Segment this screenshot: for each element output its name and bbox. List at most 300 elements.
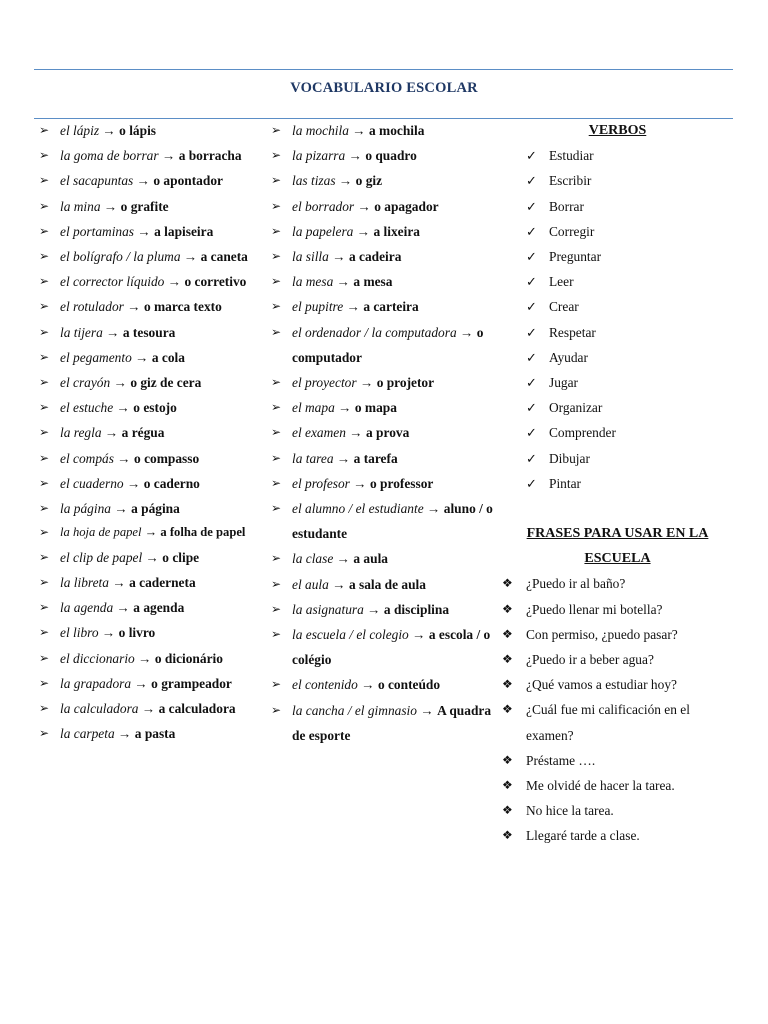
spanish-term: el examen: [292, 425, 346, 441]
spanish-term: el clip de papel: [60, 549, 143, 565]
phrase-text: ¿Puedo ir al baño?: [526, 576, 626, 592]
vocab-item: [266, 546, 502, 571]
arrow-icon: →: [144, 525, 158, 540]
portuguese-term: A quadra de esporte: [292, 702, 492, 743]
verb-item: [502, 269, 733, 294]
verb-item: [502, 244, 733, 269]
arrow-bullet-icon: ➢: [270, 425, 282, 440]
portuguese-term: a cadeira: [348, 249, 402, 265]
portuguese-term: a tesoura: [122, 324, 176, 340]
spanish-term: la tarea: [292, 450, 334, 466]
arrow-bullet-icon: ➢: [270, 223, 282, 238]
phrase-item: [502, 823, 733, 848]
verb-item: [502, 370, 733, 395]
verb-label: Comprender: [549, 425, 616, 441]
portuguese-term: o giz de cera: [130, 375, 202, 391]
spanish-term: la tijera: [60, 324, 103, 340]
arrow-icon: →: [116, 400, 130, 416]
check-bullet-icon: ✓: [526, 223, 537, 239]
check-bullet-icon: ✓: [526, 375, 537, 391]
arrow-icon: →: [460, 324, 474, 340]
spanish-term: el libro: [60, 625, 99, 641]
portuguese-term: a lixeira: [373, 223, 420, 239]
vocab-item: [34, 370, 266, 395]
vocab-item: [34, 620, 266, 645]
arrow-icon: →: [420, 702, 434, 718]
verb-label: Leer: [549, 274, 574, 290]
arrow-bullet-icon: ➢: [38, 549, 50, 564]
arrow-icon: →: [357, 198, 371, 214]
spanish-term: la calculadora: [60, 700, 139, 716]
arrow-bullet-icon: ➢: [38, 425, 50, 440]
vocab-item: [34, 471, 266, 496]
phrase-text: ¿Qué vamos a estudiar hoy?: [526, 677, 677, 693]
arrow-icon: →: [117, 450, 131, 466]
arrow-bullet-icon: ➢: [38, 249, 50, 264]
spanish-term: el rotulador: [60, 299, 124, 315]
arrow-bullet-icon: ➢: [38, 173, 50, 188]
portuguese-term: o caderno: [143, 475, 200, 491]
spanish-term: el cuaderno: [60, 475, 124, 491]
phrase-item: [502, 672, 733, 697]
spanish-term: el aula: [292, 576, 329, 592]
diamond-bullet-icon: ❖: [502, 702, 513, 717]
vocab-item: [34, 570, 266, 595]
portuguese-term: a prova: [366, 425, 410, 441]
diamond-bullet-icon: ❖: [502, 626, 513, 641]
check-bullet-icon: ✓: [526, 173, 537, 189]
arrow-bullet-icon: ➢: [38, 375, 50, 390]
verb-label: Preguntar: [549, 249, 602, 265]
arrow-bullet-icon: ➢: [270, 677, 282, 692]
check-bullet-icon: ✓: [526, 450, 537, 466]
spanish-term: la silla: [292, 249, 329, 265]
spanish-term: la asignatura: [292, 601, 364, 617]
vocab-item: [34, 595, 266, 620]
arrow-icon: →: [167, 274, 182, 290]
vocab-item: [266, 168, 502, 193]
portuguese-term: a tarefa: [353, 450, 398, 466]
vocab-item: [266, 597, 502, 622]
spanish-term: las tizas: [292, 173, 336, 189]
arrow-icon: →: [102, 123, 116, 138]
portuguese-term: a folha de papel: [160, 525, 246, 540]
verb-label: Respetar: [549, 324, 596, 340]
phrase-text: ¿Cuál fue mi calificación en el examen?: [526, 702, 690, 743]
portuguese-term: o grafite: [120, 198, 169, 214]
verb-label: Organizar: [549, 400, 603, 416]
portuguese-term: a borracha: [178, 148, 242, 164]
verb-label: Estudiar: [549, 148, 594, 164]
arrow-icon: →: [118, 726, 132, 742]
arrow-icon: →: [352, 123, 366, 138]
spanish-term: la libreta: [60, 574, 109, 590]
spanish-term: el alumno / el estudiante: [292, 501, 424, 517]
check-bullet-icon: ✓: [526, 324, 537, 340]
spanish-term: la pizarra: [292, 148, 346, 164]
verb-item: [502, 320, 733, 345]
portuguese-term: o livro: [118, 625, 156, 641]
spanish-term: el pegamento: [60, 349, 132, 365]
vocab-item: [34, 545, 266, 570]
spanish-term: el contenido: [292, 677, 358, 693]
verb-label: Corregir: [549, 223, 595, 239]
phrase-text: Préstame ….: [526, 752, 596, 768]
vocab-item: [34, 320, 266, 345]
arrow-bullet-icon: ➢: [270, 551, 282, 566]
vocab-item: [266, 244, 502, 269]
vocab-item: [266, 370, 502, 395]
verb-item: [502, 168, 733, 193]
arrow-bullet-icon: ➢: [270, 576, 282, 591]
verbs-list: [502, 143, 733, 496]
spanish-term: el pupitre: [292, 299, 344, 315]
spanish-term: el diccionario: [60, 650, 135, 666]
vocab-item: [34, 345, 266, 370]
vocab-item: [34, 294, 266, 319]
arrow-bullet-icon: ➢: [270, 375, 282, 390]
spanish-term: el crayón: [60, 375, 111, 391]
vocab-item: [34, 521, 266, 545]
phrase-text: ¿Puedo llenar mi botella?: [526, 601, 663, 617]
vocab-item: [34, 721, 266, 746]
arrow-bullet-icon: ➢: [270, 274, 282, 289]
top-rule: [34, 69, 733, 70]
vocab-item: [266, 471, 502, 496]
vocab-item: [34, 244, 266, 269]
verb-item: [502, 219, 733, 244]
spanish-term: la goma de borrar: [60, 148, 159, 164]
verbs-phrases-column: [502, 118, 733, 849]
arrow-icon: →: [183, 249, 198, 265]
arrow-icon: →: [412, 627, 426, 643]
check-bullet-icon: ✓: [526, 148, 537, 164]
arrow-icon: →: [113, 375, 127, 391]
portuguese-term: a sala de aula: [348, 576, 426, 592]
arrow-icon: →: [336, 274, 351, 290]
phrase-item: [502, 571, 733, 596]
spanish-term: la grapadora: [60, 675, 132, 691]
arrow-icon: →: [106, 324, 120, 340]
vocab-list-1: [34, 118, 266, 746]
portuguese-term: o giz: [355, 173, 383, 189]
arrow-icon: →: [356, 223, 371, 239]
vocab-item: [266, 320, 502, 370]
vocab-item: [34, 496, 266, 521]
portuguese-term: o compasso: [134, 450, 200, 466]
arrow-bullet-icon: ➢: [38, 625, 50, 640]
vocab-item: [266, 672, 502, 697]
portuguese-term: a pasta: [134, 726, 176, 742]
arrow-icon: →: [104, 425, 119, 441]
spanish-term: la papelera: [292, 223, 354, 239]
spanish-term: el lápiz: [60, 123, 100, 138]
portuguese-term: o grampeador: [151, 675, 232, 691]
portuguese-term: o computador: [292, 324, 484, 365]
diamond-bullet-icon: ❖: [502, 803, 513, 818]
portuguese-term: a lapiseira: [154, 223, 214, 239]
phrase-text: No hice la tarea.: [526, 803, 614, 819]
arrow-bullet-icon: ➢: [38, 400, 50, 415]
arrow-bullet-icon: ➢: [270, 299, 282, 314]
vocab-item: [266, 118, 502, 143]
vocab-item: [34, 646, 266, 671]
verb-label: Dibujar: [549, 450, 590, 466]
arrow-bullet-icon: ➢: [270, 173, 282, 188]
portuguese-term: a caneta: [200, 249, 248, 265]
arrow-bullet-icon: ➢: [270, 400, 282, 415]
vocab-item: [34, 219, 266, 244]
spanish-term: el mapa: [292, 400, 335, 416]
page-title: VOCABULARIO ESCOLAR: [290, 80, 478, 96]
check-bullet-icon: ✓: [526, 475, 537, 491]
check-bullet-icon: ✓: [526, 349, 537, 365]
arrow-bullet-icon: ➢: [38, 726, 50, 741]
arrow-icon: →: [353, 475, 367, 491]
phrases-heading: FRASES PARA USAR EN LA ESCUELA: [526, 526, 709, 567]
arrow-icon: →: [145, 549, 159, 565]
diamond-bullet-icon: ❖: [502, 752, 513, 767]
phrase-item: [502, 622, 733, 647]
arrow-bullet-icon: ➢: [38, 650, 50, 665]
spanish-term: el profesor: [292, 475, 350, 491]
check-bullet-icon: ✓: [526, 249, 537, 265]
arrow-icon: →: [359, 375, 374, 391]
arrow-bullet-icon: ➢: [270, 702, 282, 717]
arrow-bullet-icon: ➢: [38, 501, 50, 516]
portuguese-term: o mapa: [354, 400, 397, 416]
check-bullet-icon: ✓: [526, 299, 537, 315]
spanish-term: el borrador: [292, 198, 355, 214]
verb-item: [502, 420, 733, 445]
portuguese-term: o corretivo: [184, 274, 247, 290]
portuguese-term: a aula: [353, 551, 388, 567]
portuguese-term: a disciplina: [383, 601, 450, 617]
arrow-bullet-icon: ➢: [38, 475, 50, 490]
portuguese-term: a caderneta: [129, 574, 196, 590]
vocab-item: [266, 194, 502, 219]
portuguese-term: aluno / o estudante: [292, 501, 493, 542]
portuguese-term: o apontador: [153, 173, 223, 189]
spanish-term: el sacapuntas: [60, 173, 134, 189]
arrow-bullet-icon: ➢: [38, 450, 50, 465]
arrow-icon: →: [141, 700, 156, 716]
vocab-item: [266, 294, 502, 319]
vocab-item: [34, 696, 266, 721]
portuguese-term: a calculadora: [158, 700, 236, 716]
verbs-heading: VERBOS: [588, 123, 647, 138]
diamond-bullet-icon: ❖: [502, 778, 513, 793]
spanish-term: la regla: [60, 425, 102, 441]
verb-label: Ayudar: [549, 349, 588, 365]
verb-label: Borrar: [549, 198, 584, 214]
verb-item: [502, 194, 733, 219]
arrow-icon: →: [338, 400, 352, 416]
arrow-icon: →: [135, 349, 149, 365]
vocab-item: [266, 395, 502, 420]
portuguese-term: a mochila: [369, 123, 425, 138]
portuguese-term: a agenda: [133, 600, 185, 616]
phrase-item: [502, 773, 733, 798]
vocab-item: [266, 269, 502, 294]
portuguese-term: o lápis: [119, 123, 157, 138]
arrow-icon: →: [332, 576, 346, 592]
vocab-column-2: [266, 118, 502, 748]
diamond-bullet-icon: ❖: [502, 576, 513, 591]
vocab-item: [34, 671, 266, 696]
arrow-icon: →: [137, 223, 151, 239]
arrow-bullet-icon: ➢: [270, 123, 282, 137]
spanish-term: la carpeta: [60, 726, 115, 742]
phrase-item: [502, 597, 733, 622]
arrow-icon: →: [338, 173, 353, 189]
arrow-icon: →: [112, 574, 126, 590]
phrases-list: [502, 571, 733, 848]
arrow-bullet-icon: ➢: [38, 700, 50, 715]
arrow-icon: →: [349, 425, 363, 441]
portuguese-term: o conteúdo: [377, 677, 441, 693]
spanish-term: la agenda: [60, 600, 114, 616]
spanish-term: la hoja de papel: [60, 525, 142, 540]
arrow-icon: →: [126, 475, 141, 491]
spanish-term: la clase: [292, 551, 334, 567]
spanish-term: la cancha / el gimnasio: [292, 702, 417, 718]
phrase-text: ¿Puedo ir a beber agua?: [526, 652, 654, 668]
check-bullet-icon: ✓: [526, 274, 537, 290]
spanish-term: el corrector líquido: [60, 274, 165, 290]
check-bullet-icon: ✓: [526, 425, 537, 441]
portuguese-term: o marca texto: [143, 299, 222, 315]
vocab-item: [266, 622, 502, 672]
diamond-bullet-icon: ❖: [502, 601, 513, 616]
phrase-item: [502, 798, 733, 823]
verb-item: [502, 395, 733, 420]
arrow-bullet-icon: ➢: [270, 450, 282, 465]
verb-label: Crear: [549, 299, 579, 315]
check-bullet-icon: ✓: [526, 400, 537, 416]
vocab-item: [34, 143, 266, 168]
arrow-icon: →: [161, 148, 176, 164]
arrow-icon: →: [361, 677, 375, 693]
arrow-bullet-icon: ➢: [38, 525, 50, 540]
arrow-icon: →: [134, 675, 148, 691]
phrase-text: Me olvidé de hacer la tarea.: [526, 778, 675, 794]
spanish-term: el bolígrafo / la pluma: [60, 249, 181, 265]
arrow-bullet-icon: ➢: [270, 601, 282, 616]
arrow-icon: →: [336, 450, 351, 466]
verb-item: [502, 143, 733, 168]
arrow-bullet-icon: ➢: [38, 123, 50, 137]
check-bullet-icon: ✓: [526, 198, 537, 214]
spanish-term: la escuela / el colegio: [292, 627, 409, 643]
spanish-term: el compás: [60, 450, 114, 466]
vocab-item: [34, 118, 266, 143]
vocab-item: [266, 496, 502, 546]
arrow-icon: →: [336, 551, 351, 567]
vocab-item: [266, 572, 502, 597]
portuguese-term: a mesa: [353, 274, 393, 290]
portuguese-term: o projetor: [376, 375, 435, 391]
spanish-term: la mochila: [292, 123, 349, 138]
portuguese-term: o clipe: [162, 549, 200, 565]
spanish-term: el portaminas: [60, 223, 135, 239]
verb-label: Jugar: [549, 375, 579, 391]
arrow-icon: →: [346, 299, 360, 315]
phrase-item: [502, 697, 733, 747]
arrow-bullet-icon: ➢: [38, 198, 50, 213]
spanish-term: el estuche: [60, 400, 114, 416]
arrow-icon: →: [116, 600, 130, 616]
arrow-icon: →: [427, 501, 441, 517]
verb-label: Escribir: [549, 173, 592, 189]
spanish-term: la página: [60, 501, 111, 517]
vocab-item: [34, 446, 266, 471]
vocab-item: [266, 446, 502, 471]
spanish-term: la mesa: [292, 274, 334, 290]
vocab-column-1: [34, 118, 266, 746]
diamond-bullet-icon: ❖: [502, 677, 513, 692]
portuguese-term: a página: [131, 501, 180, 517]
portuguese-term: a carteira: [363, 299, 419, 315]
spanish-term: la mina: [60, 198, 101, 214]
arrow-bullet-icon: ➢: [38, 274, 50, 289]
vocab-list-2: [266, 118, 502, 748]
arrow-bullet-icon: ➢: [38, 148, 50, 163]
arrow-icon: →: [348, 148, 362, 164]
portuguese-term: a escola / o colégio: [292, 627, 491, 668]
vocab-item: [266, 698, 502, 748]
vocab-item: [34, 420, 266, 445]
vocab-item: [266, 143, 502, 168]
phrase-item: [502, 647, 733, 672]
arrow-icon: →: [114, 501, 128, 517]
arrow-bullet-icon: ➢: [270, 148, 282, 163]
arrow-bullet-icon: ➢: [38, 223, 50, 238]
arrow-bullet-icon: ➢: [270, 249, 282, 264]
arrow-icon: →: [103, 198, 118, 214]
vocab-item: [34, 194, 266, 219]
verb-label: Pintar: [549, 475, 581, 491]
vocab-item: [34, 395, 266, 420]
phrase-text: Con permiso, ¿puedo pasar?: [526, 626, 678, 642]
arrow-icon: →: [136, 173, 151, 189]
verb-item: [502, 471, 733, 496]
arrow-bullet-icon: ➢: [270, 627, 282, 642]
spanish-term: el ordenador / la computadora: [292, 324, 457, 340]
portuguese-term: o estojo: [133, 400, 177, 416]
verb-item: [502, 294, 733, 319]
arrow-bullet-icon: ➢: [38, 675, 50, 690]
arrow-icon: →: [332, 249, 346, 265]
arrow-icon: →: [367, 601, 381, 617]
arrow-bullet-icon: ➢: [270, 198, 282, 213]
portuguese-term: a régua: [121, 425, 165, 441]
vocab-item: [34, 168, 266, 193]
vocab-item: [34, 269, 266, 294]
arrow-bullet-icon: ➢: [38, 299, 50, 314]
spanish-term: el proyector: [292, 375, 357, 391]
verb-item: [502, 446, 733, 471]
arrow-bullet-icon: ➢: [270, 324, 282, 339]
vocab-item: [266, 219, 502, 244]
portuguese-term: o professor: [370, 475, 434, 491]
arrow-bullet-icon: ➢: [270, 475, 282, 490]
vocab-item: [266, 420, 502, 445]
portuguese-term: a cola: [151, 349, 185, 365]
diamond-bullet-icon: ❖: [502, 828, 513, 843]
phrase-text: Llegaré tarde a clase.: [526, 828, 640, 844]
arrow-bullet-icon: ➢: [270, 501, 282, 516]
